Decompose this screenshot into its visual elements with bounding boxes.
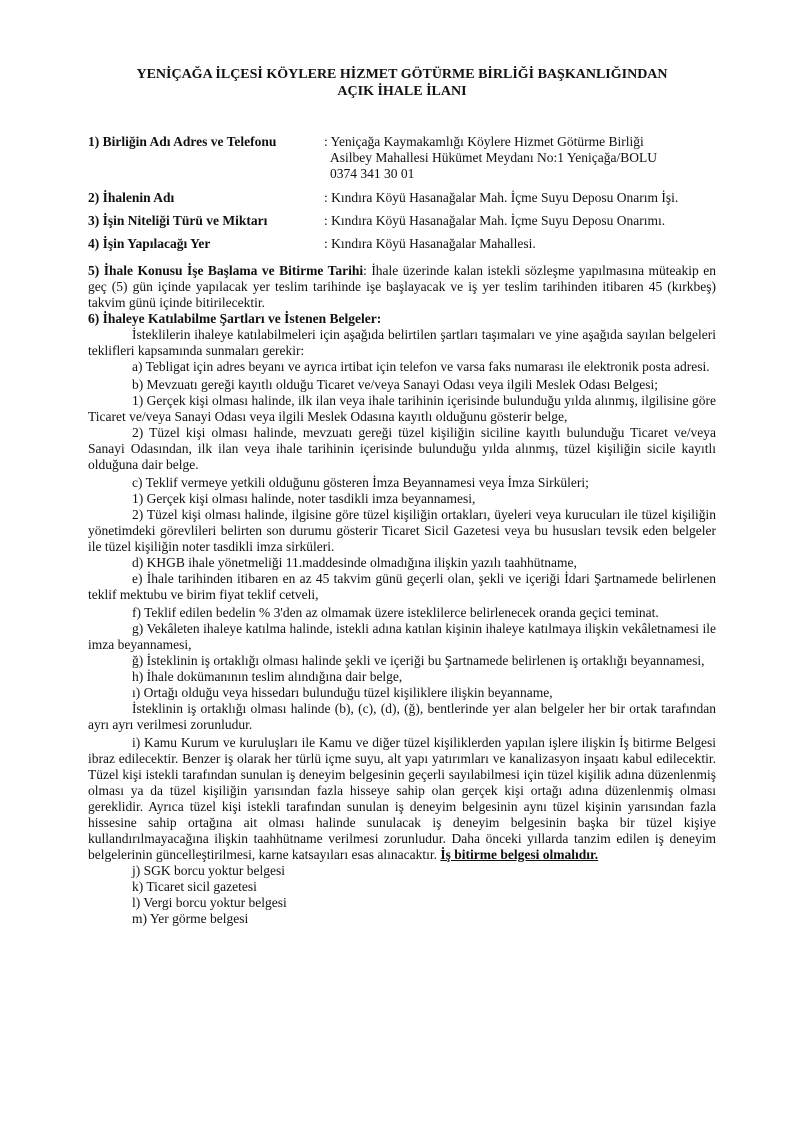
list-item: m) Yer görme belgesi [132,911,249,926]
info-row [88,236,716,259]
info-value [324,134,716,190]
list-item: h) İhale dokümanının teslim alındığına dair belge, [132,669,403,684]
info-value-line: : Yeniçağa Kaymakamlığı Köylere Hizmet Götürme Birliği [324,134,644,149]
section-6-heading-text: 6) İhaleye Katılabilme Şartları ve İstenen Belgeler [88,311,377,326]
list-item: f) Teklif edilen bedelin % 3'den az olmamak üzere isteklilerce belirlenecek oranda geçici teminat. [132,605,659,620]
list-item: j) SGK borcu yoktur belgesi [132,863,285,878]
section-6-heading-colon: : [376,311,382,326]
section-6-intro: İsteklilerin ihaleye katılabilmeleri için aşağıda belirtilen şartları taşımaları ve yine aşağıda sayılan belgeleri teklifleri kapsamında sunmaları gerekir: [88,327,716,358]
document-title [88,66,716,100]
info-value-line: 0374 341 30 01 [330,166,415,181]
info-value: : Kındıra Köyü Hasanağalar Mah. İçme Suyu Deposu Onarımı. [324,213,666,228]
info-value: : Kındıra Köyü Hasanağalar Mahallesi. [324,236,536,251]
section-6-heading [88,311,716,327]
list-item: 2) Tüzel kişi olması halinde, ilgisine göre tüzel kişiliğin ortakları, üyeleri veya kurucuları ile tüzel kişiliğin yönetimdeki görevlileri belirten son durumu gösterir Ticaret Sicil Gazetesi veya bu hususları tevsik eden belgeler ile tüzel kişiliğin noter tasdikli imza sirküleri. [88,507,716,554]
list-item: c) Teklif vermeye yetkili olduğunu gösteren İmza Beyannamesi veya İmza Sirküleri; [132,475,589,490]
list-item: 1) Gerçek kişi olması halinde, noter tasdikli imza beyannamesi, [132,491,476,506]
info-table [88,134,716,259]
list-item: e) İhale tarihinden itibaren en az 45 takvim günü geçerli olan, şekli ve içeriği İdari Şartnamede belirlenen teklif mektubu ve birim fiyat teklif cetveli, [88,571,716,602]
info-row [88,134,716,190]
list-item: l) Vergi borcu yoktur belgesi [132,895,287,910]
final-items [88,863,716,927]
info-label: 3) İşin Niteliği Türü ve Miktarı [88,213,268,228]
list-item: 2) Tüzel kişi olması halinde, mevzuatı gereği tüzel kişiliğin siciline kayıtlı bulunduğu Ticaret ve/veya Sanayi Odasından, ilk ilan veya ihale tarihinin içerisinde bulunduğu yılda alınmış, tüzel kişiliğin sicile kayıtlı olduğuna dair belge. [88,425,716,472]
info-label: 2) İhalenin Adı [88,190,175,205]
list-item: b) Mevzuatı gereği kayıtlı olduğu Ticaret ve/veya Sanayi Odası veya ilgili Meslek Odası Belgesi; [132,377,659,392]
section-5-heading: 5) İhale Konusu İşe Başlama ve Bitirme Tarihi [88,263,364,278]
list-item: a) Tebligat için adres beyanı ve ayrıca irtibat için telefon ve varsa faks numarası ile elektronik posta adresi. [132,359,710,374]
list-item: ı) Ortağı olduğu veya hissedarı bulunduğu tüzel kişiliklere ilişkin beyanname, [132,685,553,700]
list-item: ğ) İsteklinin iş ortaklığı olması halinde şekli ve içeriği bu Şartnamede belirlenen iş ortaklığı beyannamesi, [132,653,705,668]
list-item-i-text: i) Kamu Kurum ve kuruluşları ile Kamu ve diğer tüzel kişiliklerden yapılan işlere ilişkin İş bitirme Belgesi ibraz edilecektir. Benzer iş olarak her türlü içme suyu, alt yapı yatırımları ve kanalizasyon inşaatı kabul edilecektir. Tüzel kişi istekli tarafından sunulan iş deneyim belgesinin geçerli sayılabilmesi için tüzel kişilik adına düzenlenmiş olması ya da tüzel kişiliğin yarısından fazla hisseye sahip olan gerçek kişi ortağı adına düzenlenmiş olması gereklidir. Ayrıca tüzel kişi istekli tarafından sunulan iş deneyim belgesinin aynı tüzel kişinin yarısından fazla hissesine sahip ortağına ait olması halinde sunulacak iş deneyim belgesinin başka bir tüzel kişiye kullandırılmayacağına ilişkin taahhütname verilmesi zorunludur. Daha önceki yıllarda tanzim edilen iş deneyim belgelerinin güncelleştirilmesi, karne katsayıları esas alınacaktır. [88,735,716,862]
section-5 [88,263,716,311]
info-row [88,190,716,213]
section-5-text: : İhale üzerinde kalan istekli sözleşme yapılmasına müteakip en geç (5) gün içinde yapılacak yer teslim tarihinde işe başlayacak ve iş yer teslim tarihinden itibaren 45 (kırkbeş) takvim günü içinde bitirilecektir. [88,263,717,310]
info-label: 1) Birliğin Adı Adres ve Telefonu [88,134,277,149]
info-row [88,213,716,236]
info-value: : Kındıra Köyü Hasanağalar Mah. İçme Suyu Deposu Onarım İşi. [324,190,679,205]
list-item-i [88,735,716,863]
emphasis-note: İş bitirme belgesi olmalıdır. [440,847,599,862]
list-item: k) Ticaret sicil gazetesi [132,879,257,894]
info-label: 4) İşin Yapılacağı Yer [88,236,211,251]
list-item: g) Vekâleten ihaleye katılma halinde, istekli adına katılan kişinin ihaleye katılmaya ilişkin vekâletnamesi ile imza beyannamesi, [88,621,716,652]
list-item: d) KHGB ihale yönetmeliği 11.maddesinde olmadığına ilişkin yazılı taahhütname, [132,555,577,570]
list-item: 1) Gerçek kişi olması halinde, ilk ilan veya ihale tarihinin içerisinde bulunduğu yılda alınmış, ilgilisine göre Ticaret ve/veya Sanayi Odası veya ilgili Meslek Odasına kayıtlı olduğunu gösterir belge, [88,393,716,424]
info-value-line: Asilbey Mahallesi Hükümet Meydanı No:1 Yeniçağa/BOLU [330,150,657,165]
document-body [88,263,716,927]
list-item: İsteklinin iş ortaklığı olması halinde (b), (c), (d), (ğ), bentlerinde yer alan belgeler her bir ortak tarafından ayrı ayrı verilmesi zorunludur. [88,701,716,732]
title-line-1: YENİÇAĞA İLÇESİ KÖYLERE HİZMET GÖTÜRME BİRLİĞİ BAŞKANLIĞINDAN [136,67,668,82]
title-line-2: AÇIK İHALE İLANI [337,84,467,99]
